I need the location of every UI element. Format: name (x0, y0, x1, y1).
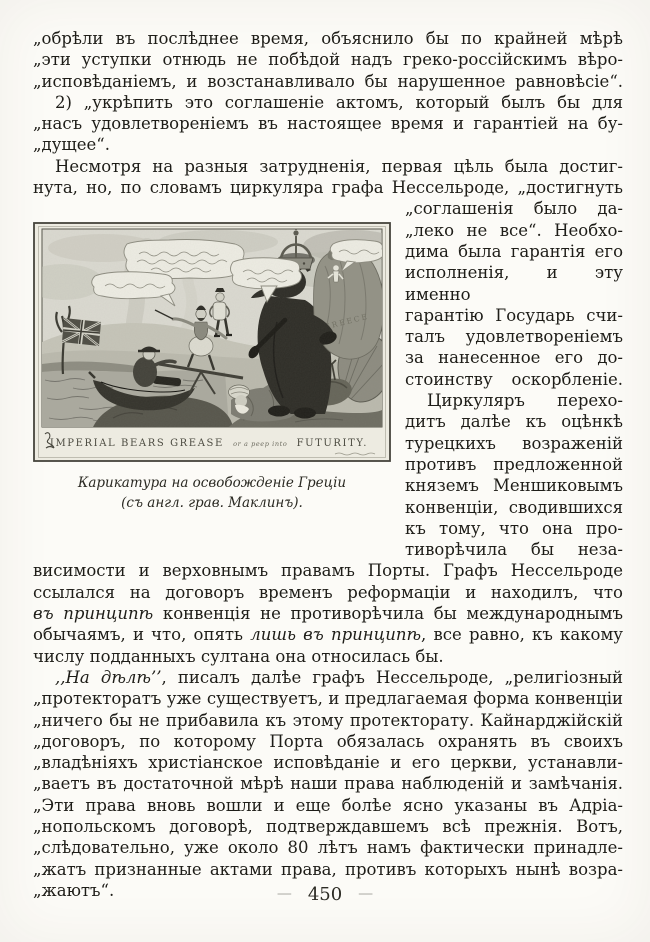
text-line: турецкихъ возраженій (405, 433, 623, 453)
engraving-title-mid: or a peep into (233, 440, 288, 449)
text-line: нута, но, по словамъ циркуляра графа Нессельроде, „достигнуть (33, 178, 623, 198)
text-line (33, 667, 623, 688)
text-line: ссылался на договоръ временъ реформаціи и находилъ, что (33, 582, 623, 602)
page-number-dash-right: — (358, 884, 374, 902)
page-number-dash-left: — (276, 884, 292, 902)
figure-caption-line1: Карикатура на освобожденіе Греціи (77, 475, 347, 492)
text-line: „ничего бы не прибавила къ этому протекторату. Кайнарджійскій (33, 710, 623, 730)
engraving-title-end: FUTURITY. (296, 438, 369, 450)
caricature-engraving (33, 222, 391, 462)
text-line: конвенціи, сводившихся (405, 497, 623, 517)
figure (33, 222, 391, 513)
text-line: „жатъ признанные актами права, противъ которыхъ нынѣ возра- (33, 859, 623, 879)
figure-caption (33, 473, 391, 513)
figure-and-column-row (33, 198, 623, 560)
paper-grain (42, 229, 382, 427)
figure-caption-line2: (съ англ. грав. Маклинъ). (121, 495, 303, 512)
text-line: „исповѣданіемъ, и возстанавливало бы нарушенное равновѣсіе“. (33, 71, 623, 91)
text-line: „дущее“. (33, 135, 110, 155)
text-line: гарантію Государь счи- (405, 305, 623, 325)
text-line: числу подданныхъ султана она относилась бы. (33, 646, 444, 666)
text-line (33, 603, 623, 624)
text-line: „протекторатъ уже существуетъ, и предлагаемая форма конвенціи (33, 689, 623, 709)
italic-phrase: ,,На дѣлѣ’’ (55, 667, 162, 687)
text-block (33, 28, 623, 901)
text-line: исполненія, и эту именно (405, 263, 623, 304)
engraving-title-main: IMPERIAL BEARS GREASE (49, 438, 224, 450)
text-line: талъ удовлетвореніемъ (405, 327, 623, 347)
text-line: „нопольскомъ договорѣ, подтверждавшемъ всѣ прежнія. Вотъ, (33, 816, 623, 836)
text-line: къ тому, что она про- (405, 518, 623, 538)
text-run: , писалъ далѣе графъ Нессельроде, „религіозный (161, 667, 623, 687)
text-run: , все равно, къ какому (421, 625, 623, 645)
italic-phrase: лишь въ принципѣ (250, 625, 422, 645)
text-line: дитъ далѣе къ оцѣнкѣ (405, 412, 623, 432)
text-line: тиворѣчила бы неза- (405, 540, 623, 560)
text-run: конвенція не противорѣчила бы международнымъ (153, 604, 623, 624)
text-line: за нанесенное его до- (405, 348, 623, 368)
text-line: „эти уступки отнюдь не побѣдой надъ греко-россійскимъ вѣро- (33, 50, 623, 70)
text-line: „жаютъ“. (33, 880, 115, 900)
right-text-column (405, 198, 623, 560)
text-line: „обрѣли въ послѣднее время, объяснило бы по крайней мѣрѣ (33, 29, 623, 48)
text-line: „владѣніяхъ христіанское исповѣданіе и его церкви, устанавли- (33, 753, 623, 773)
text-line: „ваетъ въ достаточной мѣрѣ наши права наблюденій и замѣчанія. (33, 774, 623, 794)
page-number: 450 (307, 884, 343, 905)
engraving-title (50, 438, 368, 449)
text-line: „леко не все“. Необхо- (405, 220, 623, 240)
artwork (33, 225, 391, 427)
text-line: „Эти права вновь вошли и еще болѣе ясно указаны въ Адріа- (33, 795, 623, 815)
text-line: Несмотря на разныя затрудненія, первая цѣль была достиг- (55, 156, 623, 176)
italic-phrase: въ принципѣ (33, 604, 154, 624)
text-line: стоинству оскорбленіе. (405, 369, 623, 389)
text-line: висимости и верховнымъ правамъ Порты. Графъ Нессельроде (33, 561, 623, 581)
text-line: Циркуляръ перехо- (427, 391, 623, 411)
text-line (33, 624, 623, 645)
text-line: противъ предложенной (405, 454, 623, 474)
text-line: дима была гарантія его (405, 241, 623, 261)
text-line: 2) „укрѣпить это соглашеніе актомъ, который былъ бы для (55, 92, 623, 112)
text-line: княземъ Меншиковымъ (405, 476, 623, 496)
text-line: „договоръ, по которому Порта обязалась охранять въ своихъ (33, 731, 623, 751)
text-line: „слѣдовательно, уже около 80 лѣтъ намъ фактически принадле- (33, 838, 623, 858)
text-line: „соглашенія было да- (405, 199, 623, 219)
page-number-row (0, 884, 650, 905)
text-run: обычаямъ, и что, опять (33, 625, 251, 645)
text-line: „насъ удовлетвореніемъ въ настоящее время и гарантіей на бу- (33, 114, 623, 134)
